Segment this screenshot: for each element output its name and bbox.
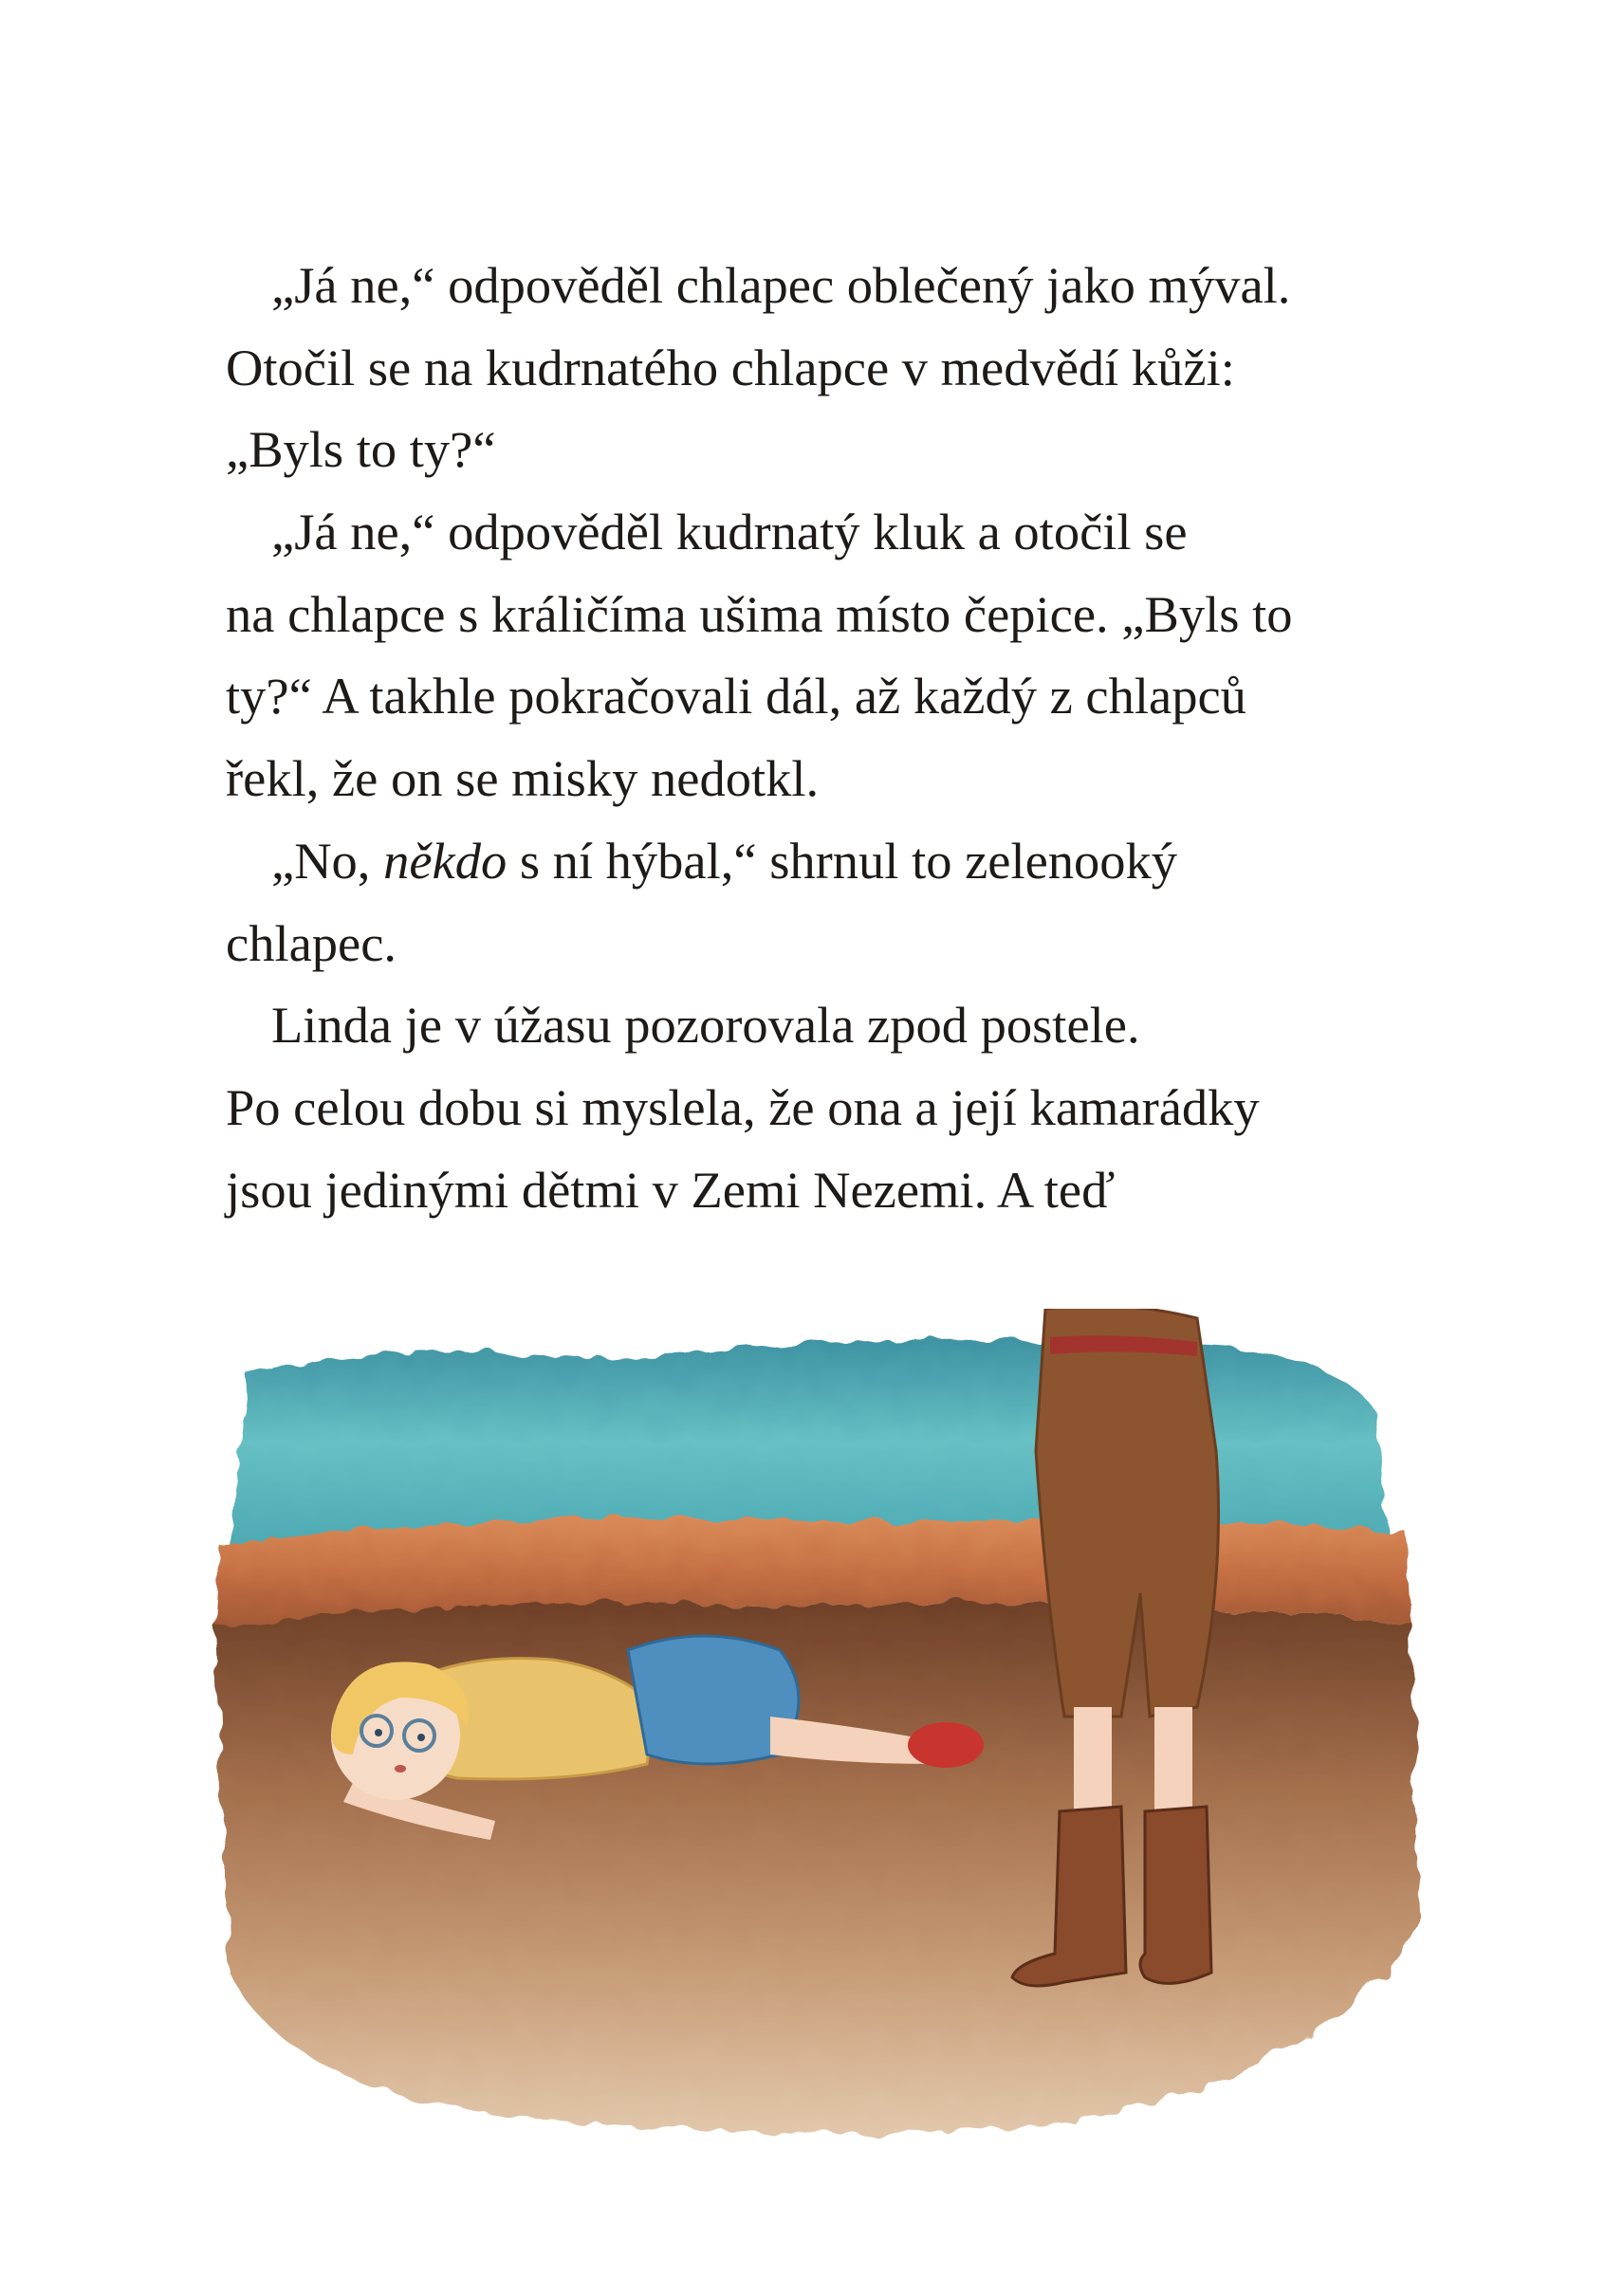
text-line: Otočil se na kudrnatého chlapce v medvědí kůži: [226,338,1235,396]
boy-leg [1154,1707,1192,1821]
text-line: řekl, že on se misky nedotkl. [226,749,820,808]
girl-eye [417,1734,425,1741]
text-fragment: s ní hýbal,“ shrnul to zelenooký [507,831,1178,890]
text-line: Linda je v úžasu pozorovala zpod postele. [271,996,1140,1055]
text-line: chlapec. [226,913,397,972]
text-fragment: „No, [271,831,384,890]
boy-leg [1074,1707,1112,1821]
girl-eye [375,1729,382,1736]
text-line: „Já ne,“ odpověděl chlapec oblečený jako mýval. [271,256,1291,314]
emphasized-word: někdo [383,831,508,890]
text-line: ty?“ A takhle pokračovali dál, až každý z chlapců [226,667,1246,726]
boy-boot [1140,1807,1211,1983]
text-line: jsou jedinými dětmi v Zemi Nezemi. A teď [226,1160,1116,1219]
text-line: na chlapce s králičíma ušima místo čepice. „Byls to [226,584,1293,643]
illustration-girl-under-bed [211,1309,1434,2143]
girl-mouth [395,1765,406,1773]
girl-shoe [908,1722,984,1768]
text-line: „Byls to ty?“ [226,420,496,479]
text-line: Po celou dobu si myslela, že ona a její kamarádky [226,1077,1260,1136]
text-line [226,820,1412,903]
story-text [226,245,1412,1231]
boy-fur-coat [1036,1309,1219,1717]
text-line: „Já ne,“ odpověděl kudrnatý kluk a otočil se [271,503,1188,561]
